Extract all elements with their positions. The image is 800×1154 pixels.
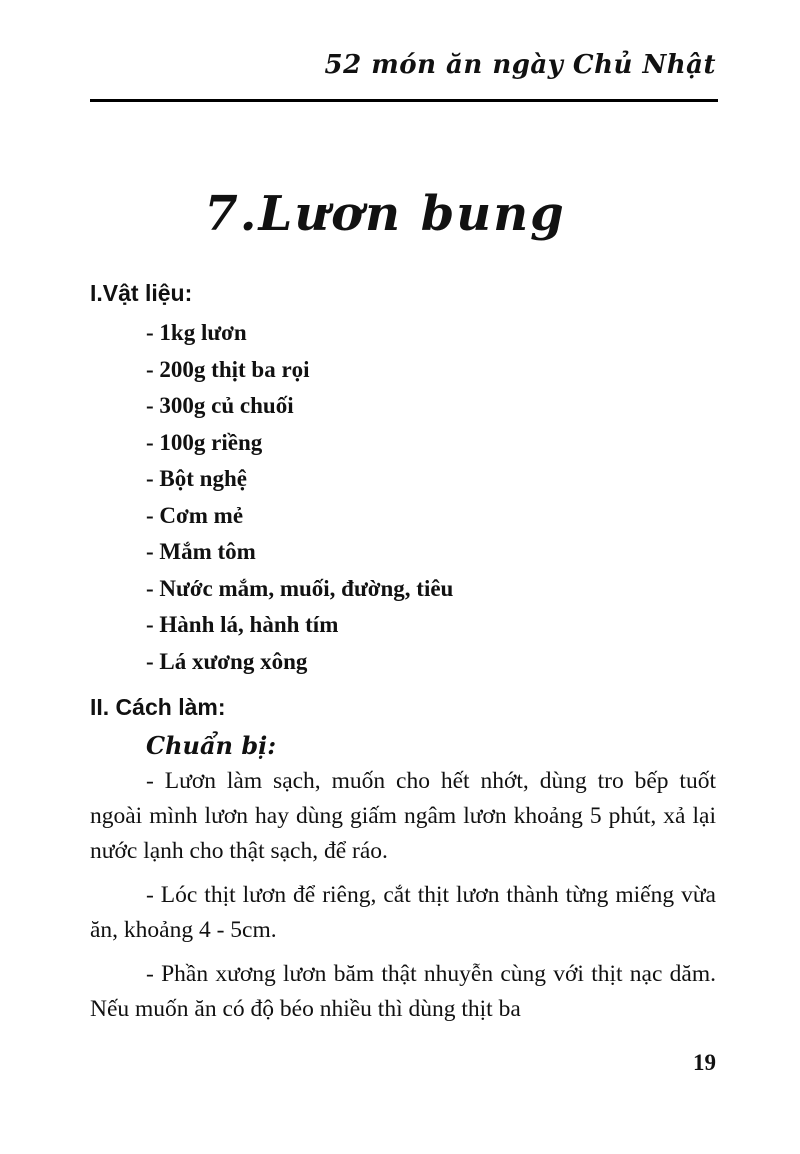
ingredient-item: - Lá xương xông bbox=[146, 648, 308, 674]
book-title: 52 món ăn ngày Chủ Nhật bbox=[324, 50, 716, 80]
page-number: 19 bbox=[693, 1050, 716, 1075]
ingredient-item: - Hành lá, hành tím bbox=[146, 612, 339, 637]
ingredient-item: - 200g thịt ba rọi bbox=[146, 356, 310, 382]
method-step: - Lươn làm sạch, muốn cho hết nhớt, dùng tro bếp tuốt ngoài mình lươn hay dùng giấm ngâm lươn khoảng 5 phút, xả lại nước lạnh cho thật sạch, để ráo. bbox=[90, 768, 716, 864]
ingredient-item: - Cơm mẻ bbox=[146, 502, 244, 528]
header-rule bbox=[90, 99, 718, 102]
ingredient-item: - Mắm tôm bbox=[146, 539, 256, 564]
method-step: - Lóc thịt lươn để riêng, cắt thịt lươn thành từng miếng vừa ăn, khoảng 4 - 5cm. bbox=[90, 882, 716, 943]
method-step: - Phần xương lươn băm thật nhuyễn cùng với thịt nạc dăm. Nếu muốn ăn có độ béo nhiều thì dùng thịt ba bbox=[90, 961, 716, 1022]
ingredient-item: - Bột nghệ bbox=[146, 466, 247, 491]
recipe-title: 7.Lươn bung bbox=[204, 186, 566, 242]
method-heading: II. Cách làm: bbox=[90, 694, 226, 720]
ingredient-item: - 100g riềng bbox=[146, 429, 263, 455]
ingredient-item: - Nước mắm, muối, đường, tiêu bbox=[146, 575, 454, 601]
ingredient-item: - 300g củ chuối bbox=[146, 393, 294, 418]
prep-subheading: Chuẩn bị: bbox=[146, 731, 277, 760]
ingredients-list bbox=[90, 315, 716, 680]
ingredients-heading: I.Vật liệu: bbox=[90, 280, 193, 306]
running-header bbox=[90, 50, 716, 80]
ingredient-item: - 1kg lươn bbox=[146, 320, 247, 345]
page-content bbox=[90, 276, 716, 1036]
